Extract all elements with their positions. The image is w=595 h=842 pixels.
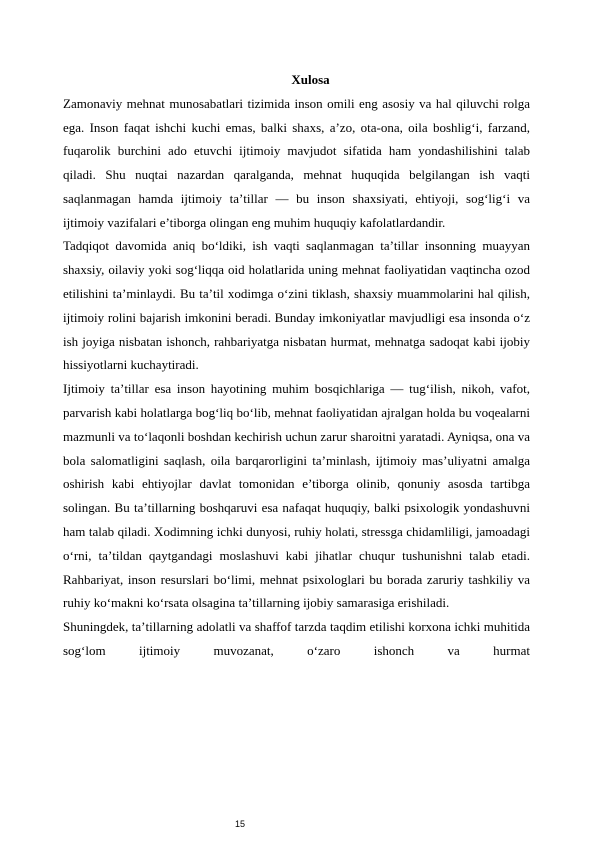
section-title: Xulosa xyxy=(291,72,330,87)
paragraph-1: Zamonaviy mehnat munosabatlari tizimida inson omili eng asosiy va hal qiluvchi rolga ega. Inson faqat ishchi kuchi emas, balki shaxs, a’zo, ota-ona, oila boshlig‘i, farzand, fuqarolik burchini ado etuvchi ijtimoiy mavjudot sifatida ham yondashilishini talab qiladi. Shu nuqtai nazardan qaralganda, mehnat huquqida belgilangan ish vaqti saqlanmagan hamda ijtimoiy taʼtillar — bu inson shaxsiyati, ehtiyoji, sog‘lig‘i va ijtimoiy vazifalari e’tiborga olingan eng muhim huquqiy kafolatlardandir. xyxy=(63,95,530,230)
paragraph-4: Shuningdek, taʼtillarning adolatli va shaffof tarzda taqdim etilishi korxona ichki muhitida sog‘lom ijtimoiy muvozanat, o‘zaro ishonch va hurmat xyxy=(63,619,530,659)
paragraph-2: Tadqiqot davomida aniq bo‘ldiki, ish vaqti saqlanmagan taʼtillar insonning muayyan shaxsiy, oilaviy yoki sog‘liqqa oid holatlarida uning mehnat faoliyatidan vaqtincha ozod etilishini ta’minlaydi. Bu taʼtil xodimga o‘zini tiklash, shaxsiy muammolarini hal qilish, ijtimoiy rolini bajarish imkonini beradi. Bunday imkoniyatlar mavjudligi esa insonda o‘z ish joyiga nisbatan ishonch, rahbariyatga nisbatan hurmat, mehnatga sadoqat kabi ijobiy hissiyotlarni kuchaytiradi. xyxy=(63,238,530,373)
page-number: 15 xyxy=(235,819,246,829)
document-body xyxy=(63,68,530,663)
paragraph-3: Ijtimoiy taʼtillar esa inson hayotining muhim bosqichlariga — tug‘ilish, nikoh, vafot, parvarish kabi holatlarga bog‘liq bo‘lib, mehnat faoliyatidan ajralgan holda bu voqealarni mazmunli va to‘laqonli boshdan kechirish uchun zarur sharoitni yaratadi. Ayniqsa, ona va bola salomatligini saqlash, oila barqarorligini ta’minlash, ijtimoiy mas’uliyatni amalga oshirish kabi ehtiyojlar davlat tomonidan e’tiborga olinib, qonuniy asosda tartibga solingan. Bu taʼtillarning boshqaruvi esa nafaqat huquqiy, balki psixologik yondashuvni ham talab qiladi. Xodimning ichki dunyosi, ruhiy holati, stressga chidamliligi, jamoadagi o‘rni, taʼtildan qaytgandagi moslashuvi kabi jihatlar chuqur tushunishni talab etadi. Rahbariyat, inson resurslari bo‘limi, mehnat psixologlari bu borada zaruriy tashkiliy va ruhiy ko‘makni ko‘rsata olsagina taʼtillarning ijobiy samarasiga erishiladi. xyxy=(63,381,530,611)
